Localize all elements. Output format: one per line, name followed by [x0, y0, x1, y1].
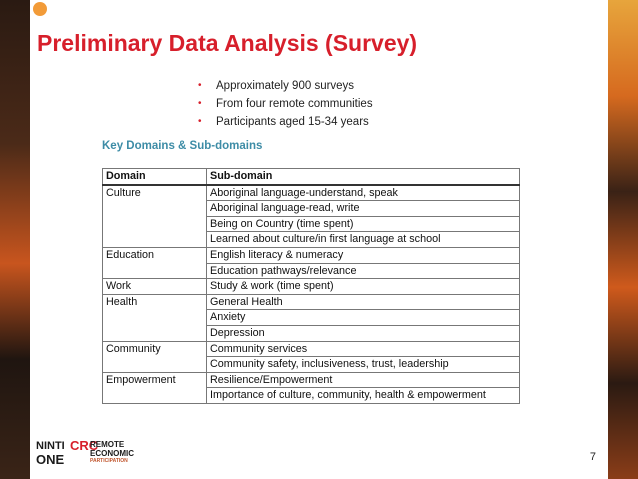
- domain-cell: [103, 310, 207, 326]
- bullet-item: • Approximately 900 surveys: [198, 77, 373, 95]
- table-row: [103, 185, 520, 201]
- sub-domain-cell: General Health: [207, 294, 520, 310]
- domain-cell: [103, 216, 207, 232]
- domain-cell: Empowerment: [103, 372, 207, 388]
- sub-domain-cell: Study & work (time spent): [207, 279, 520, 295]
- sub-domain-cell: Community services: [207, 341, 520, 357]
- logo-word: REMOTE: [90, 440, 125, 449]
- table-row: [103, 201, 520, 217]
- table-row: [103, 310, 520, 326]
- bullet-list: [198, 77, 373, 131]
- domain-cell: [103, 232, 207, 248]
- slide-title: Preliminary Data Analysis (Survey): [37, 30, 418, 56]
- logo-word: ECONOMIC: [90, 449, 134, 458]
- table-row: [103, 294, 520, 310]
- decorative-right-border: [608, 0, 638, 479]
- sub-domain-cell: English literacy & numeracy: [207, 247, 520, 263]
- table-row: [103, 216, 520, 232]
- sub-domain-cell: Aboriginal language-understand, speak: [207, 185, 520, 201]
- table-row: [103, 232, 520, 248]
- logo-word: PARTICIPATION: [90, 458, 128, 464]
- domain-cell: [103, 325, 207, 341]
- domain-cell: Health: [103, 294, 207, 310]
- table-row: [103, 263, 520, 279]
- logo-text-ninti: NINTI: [36, 440, 65, 452]
- table-caption: Key Domains & Sub-domains: [102, 140, 263, 152]
- page-number: 7: [589, 451, 596, 463]
- sub-domain-cell: Resilience/Empowerment: [207, 372, 520, 388]
- domain-cell: [103, 201, 207, 217]
- domains-table: [102, 168, 520, 404]
- header-domain: Domain: [103, 169, 207, 185]
- sub-domain-cell: Importance of culture, community, health & empowerment: [207, 388, 520, 404]
- bullet-item: • Participants aged 15-34 years: [198, 113, 373, 131]
- table-row: [103, 357, 520, 373]
- table-row: [103, 388, 520, 404]
- sub-domain-cell: Depression: [207, 325, 520, 341]
- sub-domain-cell: Being on Country (time spent): [207, 216, 520, 232]
- table-row: [103, 247, 520, 263]
- sub-domain-cell: Aboriginal language-read, write: [207, 201, 520, 217]
- header-sub-domain: Sub-domain: [207, 169, 520, 185]
- table-row: [103, 325, 520, 341]
- corner-logo-icon: [33, 2, 47, 16]
- sub-domain-cell: Learned about culture/in first language at school: [207, 232, 520, 248]
- domain-cell: Community: [103, 341, 207, 357]
- table-row: [103, 279, 520, 295]
- domain-cell: Work: [103, 279, 207, 295]
- domain-cell: [103, 357, 207, 373]
- domain-cell: [103, 263, 207, 279]
- table-row: [103, 372, 520, 388]
- sub-domain-cell: Anxiety: [207, 310, 520, 326]
- logo-tagline: [90, 440, 152, 464]
- domain-cell: [103, 388, 207, 404]
- bullet-item: • From four remote communities: [198, 95, 373, 113]
- logo-text-crc: CRC: [70, 438, 99, 453]
- sub-domain-cell: Community safety, inclusiveness, trust, leadership: [207, 357, 520, 373]
- domain-cell: Culture: [103, 185, 207, 201]
- table-header-row: [103, 169, 520, 185]
- domain-cell: Education: [103, 247, 207, 263]
- decorative-left-border: [0, 0, 30, 479]
- logo-text-one: ONE: [36, 452, 65, 467]
- ninti-one-crc-logo: [36, 438, 156, 472]
- table-row: [103, 341, 520, 357]
- sub-domain-cell: Education pathways/relevance: [207, 263, 520, 279]
- slide-content: [30, 0, 608, 479]
